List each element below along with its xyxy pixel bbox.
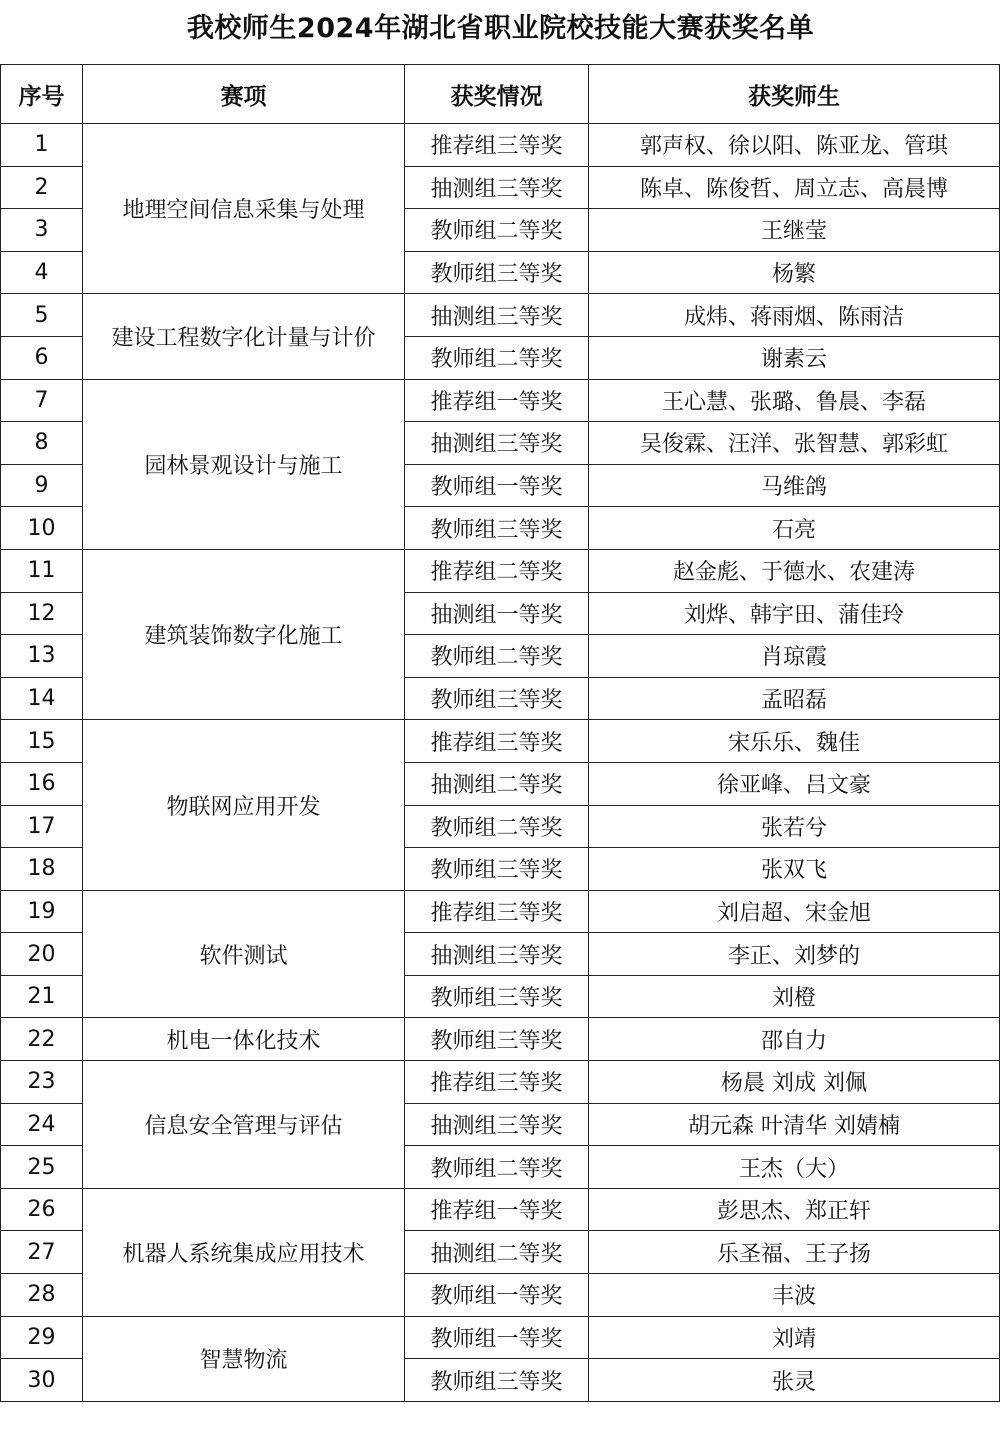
table-body — [1, 124, 1000, 1402]
winner-names: 张双飞 — [589, 848, 1000, 891]
award-level: 抽测组三等奖 — [405, 422, 589, 465]
row-number: 21 — [1, 975, 83, 1018]
award-level: 教师组二等奖 — [405, 209, 589, 252]
row-number: 15 — [1, 720, 83, 763]
winner-names: 乐圣福、王子扬 — [589, 1231, 1000, 1274]
award-level: 抽测组三等奖 — [405, 1103, 589, 1146]
row-number: 30 — [1, 1359, 83, 1402]
page-title: 我校师生2024年湖北省职业院校技能大赛获奖名单 — [186, 13, 815, 44]
winner-names: 陈卓、陈俊哲、周立志、高晨博 — [589, 166, 1000, 209]
table-row — [1, 124, 1000, 167]
table-row — [1, 294, 1000, 337]
award-level: 推荐组一等奖 — [405, 1188, 589, 1231]
winner-names: 宋乐乐、魏佳 — [589, 720, 1000, 763]
row-number: 2 — [1, 166, 83, 209]
winner-names: 杨繁 — [589, 251, 1000, 294]
winner-names: 彭思杰、郑正轩 — [589, 1188, 1000, 1231]
winner-names: 马维鸽 — [589, 464, 1000, 507]
award-level: 教师组三等奖 — [405, 507, 589, 550]
row-number: 3 — [1, 209, 83, 252]
award-level: 抽测组三等奖 — [405, 294, 589, 337]
event-name: 地理空间信息采集与处理 — [83, 124, 405, 294]
event-name: 软件测试 — [83, 890, 405, 1018]
award-level: 教师组一等奖 — [405, 1316, 589, 1359]
row-number: 4 — [1, 251, 83, 294]
header-winners: 获奖师生 — [589, 65, 1000, 124]
row-number: 1 — [1, 124, 83, 167]
row-number: 23 — [1, 1061, 83, 1104]
row-number: 7 — [1, 379, 83, 422]
row-number: 5 — [1, 294, 83, 337]
header-event: 赛项 — [83, 65, 405, 124]
row-number: 27 — [1, 1231, 83, 1274]
row-number: 26 — [1, 1188, 83, 1231]
header-row — [1, 65, 1000, 124]
event-name: 建设工程数字化计量与计价 — [83, 294, 405, 379]
winner-names: 邵自力 — [589, 1018, 1000, 1061]
award-level: 教师组三等奖 — [405, 677, 589, 720]
table-row — [1, 549, 1000, 592]
header-no: 序号 — [1, 65, 83, 124]
table-row — [1, 720, 1000, 763]
winner-names: 刘橙 — [589, 975, 1000, 1018]
event-name: 物联网应用开发 — [83, 720, 405, 890]
award-level: 教师组一等奖 — [405, 464, 589, 507]
winner-names: 胡元森 叶清华 刘婧楠 — [589, 1103, 1000, 1146]
award-level: 推荐组三等奖 — [405, 124, 589, 167]
winner-names: 徐亚峰、吕文豪 — [589, 762, 1000, 805]
award-level: 抽测组一等奖 — [405, 592, 589, 635]
winner-names: 吴俊霖、汪洋、张智慧、郭彩虹 — [589, 422, 1000, 465]
winner-names: 石亮 — [589, 507, 1000, 550]
award-level: 抽测组三等奖 — [405, 933, 589, 976]
winner-names: 孟昭磊 — [589, 677, 1000, 720]
winner-names: 成炜、蒋雨烟、陈雨洁 — [589, 294, 1000, 337]
table-row — [1, 1316, 1000, 1359]
award-level: 推荐组三等奖 — [405, 890, 589, 933]
awards-table — [0, 64, 1000, 1402]
winner-names: 张灵 — [589, 1359, 1000, 1402]
winner-names: 张若兮 — [589, 805, 1000, 848]
row-number: 24 — [1, 1103, 83, 1146]
winner-names: 王继莹 — [589, 209, 1000, 252]
row-number: 9 — [1, 464, 83, 507]
table-row — [1, 1061, 1000, 1104]
row-number: 13 — [1, 635, 83, 678]
award-level: 教师组三等奖 — [405, 1359, 589, 1402]
award-level: 教师组二等奖 — [405, 805, 589, 848]
row-number: 14 — [1, 677, 83, 720]
winner-names: 郭声权、徐以阳、陈亚龙、管琪 — [589, 124, 1000, 167]
row-number: 17 — [1, 805, 83, 848]
award-level: 教师组三等奖 — [405, 251, 589, 294]
row-number: 20 — [1, 933, 83, 976]
award-level: 抽测组三等奖 — [405, 166, 589, 209]
row-number: 19 — [1, 890, 83, 933]
award-level: 教师组三等奖 — [405, 848, 589, 891]
event-name: 信息安全管理与评估 — [83, 1061, 405, 1189]
award-level: 教师组三等奖 — [405, 975, 589, 1018]
winner-names: 王杰（大） — [589, 1146, 1000, 1189]
award-level: 教师组二等奖 — [405, 635, 589, 678]
table-header — [1, 65, 1000, 124]
event-name: 建筑装饰数字化施工 — [83, 549, 405, 719]
winner-names: 刘烨、韩宇田、蒲佳玲 — [589, 592, 1000, 635]
row-number: 16 — [1, 762, 83, 805]
award-level: 教师组二等奖 — [405, 1146, 589, 1189]
row-number: 11 — [1, 549, 83, 592]
row-number: 22 — [1, 1018, 83, 1061]
winner-names: 杨晨 刘成 刘佩 — [589, 1061, 1000, 1104]
row-number: 25 — [1, 1146, 83, 1189]
award-level: 抽测组二等奖 — [405, 762, 589, 805]
winner-names: 赵金彪、于德水、农建涛 — [589, 549, 1000, 592]
event-name: 机电一体化技术 — [83, 1018, 405, 1061]
winner-names: 谢素云 — [589, 336, 1000, 379]
row-number: 28 — [1, 1274, 83, 1317]
award-level: 推荐组二等奖 — [405, 549, 589, 592]
table-row — [1, 890, 1000, 933]
winner-names: 李正、刘梦的 — [589, 933, 1000, 976]
table-row — [1, 1188, 1000, 1231]
row-number: 10 — [1, 507, 83, 550]
award-level: 教师组二等奖 — [405, 336, 589, 379]
award-level: 教师组三等奖 — [405, 1018, 589, 1061]
table-row — [1, 1018, 1000, 1061]
header-award: 获奖情况 — [405, 65, 589, 124]
winner-names: 刘启超、宋金旭 — [589, 890, 1000, 933]
award-level: 教师组一等奖 — [405, 1274, 589, 1317]
row-number: 29 — [1, 1316, 83, 1359]
event-name: 机器人系统集成应用技术 — [83, 1188, 405, 1316]
row-number: 6 — [1, 336, 83, 379]
award-level: 抽测组二等奖 — [405, 1231, 589, 1274]
award-level: 推荐组一等奖 — [405, 379, 589, 422]
row-number: 18 — [1, 848, 83, 891]
award-level: 推荐组三等奖 — [405, 1061, 589, 1104]
row-number: 12 — [1, 592, 83, 635]
table-row — [1, 379, 1000, 422]
event-name: 智慧物流 — [83, 1316, 405, 1401]
award-level: 推荐组三等奖 — [405, 720, 589, 763]
winner-names: 刘靖 — [589, 1316, 1000, 1359]
winner-names: 丰波 — [589, 1274, 1000, 1317]
event-name: 园林景观设计与施工 — [83, 379, 405, 549]
winner-names: 王心慧、张璐、鲁晨、李磊 — [589, 379, 1000, 422]
winner-names: 肖琼霞 — [589, 635, 1000, 678]
row-number: 8 — [1, 422, 83, 465]
